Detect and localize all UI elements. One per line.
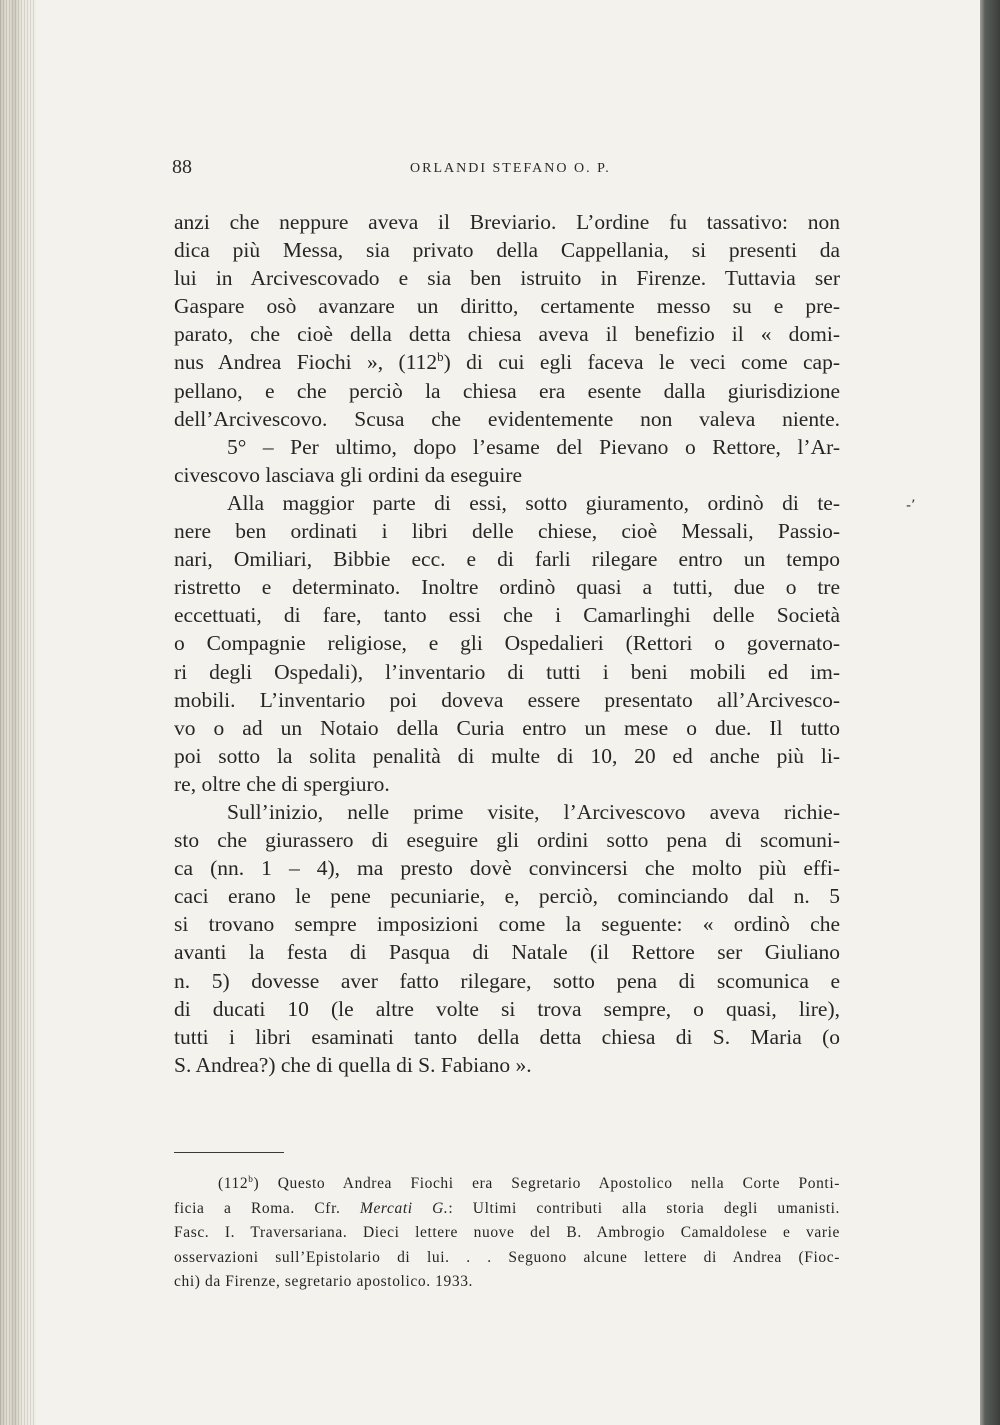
- text-line: di ducati 10 (le altre volte si trova sempre, o quasi, lire),: [174, 996, 840, 1021]
- footnote-marker: (112: [218, 1175, 249, 1192]
- text-line: civescovo lasciava gli ordini da eseguire: [174, 462, 523, 487]
- text-line: n. 5) dovesse aver fatto rilegare, sotto pena di scomunica e: [174, 968, 840, 993]
- text-line: pellano, e che perciò la chiesa era esente dalla giurisdizione: [174, 378, 840, 403]
- text-line: dell’Arcivescovo. Scusa che evidentemente non valeva niente.: [174, 406, 840, 431]
- text-line: [174, 348, 840, 376]
- footnote-line: osservazioni sull’Epistolario di lui. . . Seguono alcune lettere di Andrea (Fioc-: [174, 1248, 840, 1266]
- text-line: re, oltre che di spergiuro.: [174, 771, 390, 796]
- footnote-text: ) Questo Andrea Fiochi era Segretario Apostolico nella Corte Ponti-: [253, 1175, 840, 1192]
- text-fragment: ) di cui egli faceva le veci come cap-: [443, 350, 840, 375]
- footnote-author: Mercati G.: [359, 1199, 449, 1217]
- text-line: poi sotto la solita penalità di multe di 10, 20 ed anche più li-: [174, 743, 840, 768]
- text-line: ca (nn. 1 – 4), ma presto dovè convincersi che molto più effi-: [174, 856, 840, 881]
- text-line: avanti la festa di Pasqua di Natale (il Rettore ser Giuliano: [174, 940, 840, 965]
- footnote-ref: b: [437, 350, 444, 365]
- paragraph-3: [174, 489, 840, 798]
- page-header: [172, 156, 842, 186]
- body-text: [174, 208, 840, 1079]
- text-line: Sull’inizio, nelle prime visite, l’Arcivescovo aveva richie-: [227, 799, 840, 824]
- text-line: nari, Omiliari, Bibbie ecc. e di farli rilegare entro un tempo: [174, 547, 840, 572]
- text-line: nere ben ordinati i libri delle chiese, cioè Messali, Passio-: [174, 519, 840, 544]
- text-line: mobili. L’inventario poi doveva essere presentato all’Arcivesco-: [174, 687, 840, 712]
- text-line: 5° – Per ultimo, dopo l’esame del Pievano o Rettore, l’Ar-: [227, 434, 840, 459]
- text-line: o Compagnie religiose, e gli Ospedalieri (Rettori o governato-: [174, 631, 840, 656]
- text-line: ristretto e determinato. Inoltre ordinò quasi a tutti, due o tre: [174, 575, 840, 600]
- text-line: caci erano le pene pecuniarie, e, perciò, cominciando dal n. 5: [174, 884, 840, 909]
- text-line: ri degli Ospedali), l’inventario di tutti i beni mobili ed im-: [174, 659, 840, 684]
- paragraph-1: [174, 208, 840, 433]
- footnote-line: chi) da Firenze, segretario apostolico. 1933.: [174, 1273, 474, 1290]
- footnote-line: [174, 1172, 840, 1197]
- text-line: parato, che cioè della detta chiesa aveva il benefizio il « domi-: [174, 322, 840, 347]
- book-page-edges: [0, 0, 36, 1425]
- text-line: dica più Messa, sia privato della Cappellania, si presenti da: [174, 238, 840, 263]
- text-fragment: nus Andrea Fiochi », (112: [174, 350, 438, 375]
- footnote-text: ficia a Roma. Cfr.: [174, 1199, 360, 1217]
- margin-mark: -’: [906, 498, 916, 514]
- running-title: ORLANDI STEFANO O. P.: [410, 161, 611, 176]
- text-line: anzi che neppure aveva il Breviario. L’ordine fu tassativo: non: [174, 210, 840, 234]
- page-number: 88: [172, 156, 192, 178]
- text-line: lui in Arcivescovado e sia ben istruito in Firenze. Tuttavia ser: [174, 266, 840, 291]
- text-line: Gaspare osò avanzare un diritto, certamente messo su e pre-: [174, 294, 840, 319]
- text-line: S. Andrea?) che di quella di S. Fabiano ».: [174, 1052, 532, 1077]
- footnote-text: : Ultimi contributi alla storia degli umanisti.: [448, 1199, 841, 1217]
- footnote-line: Fasc. I. Traversariana. Dieci lettere nuove del B. Ambrogio Camaldolese e varie: [174, 1224, 840, 1241]
- footnote-divider: [174, 1152, 284, 1153]
- text-line: Alla maggior parte di essi, sotto giuramento, ordinò di te-: [227, 490, 840, 515]
- text-line: tutti i libri esaminati tanto della detta chiesa di S. Maria (o: [174, 1024, 840, 1049]
- text-line: sto che giurassero di eseguire gli ordini sotto pena di scomuni-: [174, 828, 840, 853]
- text-line: vo o ad un Notaio della Curia entro un mese o due. Il tutto: [174, 715, 840, 740]
- text-line: eccettuati, di fare, tanto essi che i Camarlinghi delle Società: [174, 603, 840, 628]
- footnote-line: [174, 1197, 840, 1222]
- paragraph-2: [174, 433, 840, 489]
- text-line: si trovano sempre imposizioni come la seguente: « ordinò che: [174, 912, 840, 937]
- footnote: [174, 1172, 840, 1295]
- paragraph-4: [174, 798, 840, 1079]
- footnote-marker-sup: b: [248, 1174, 254, 1185]
